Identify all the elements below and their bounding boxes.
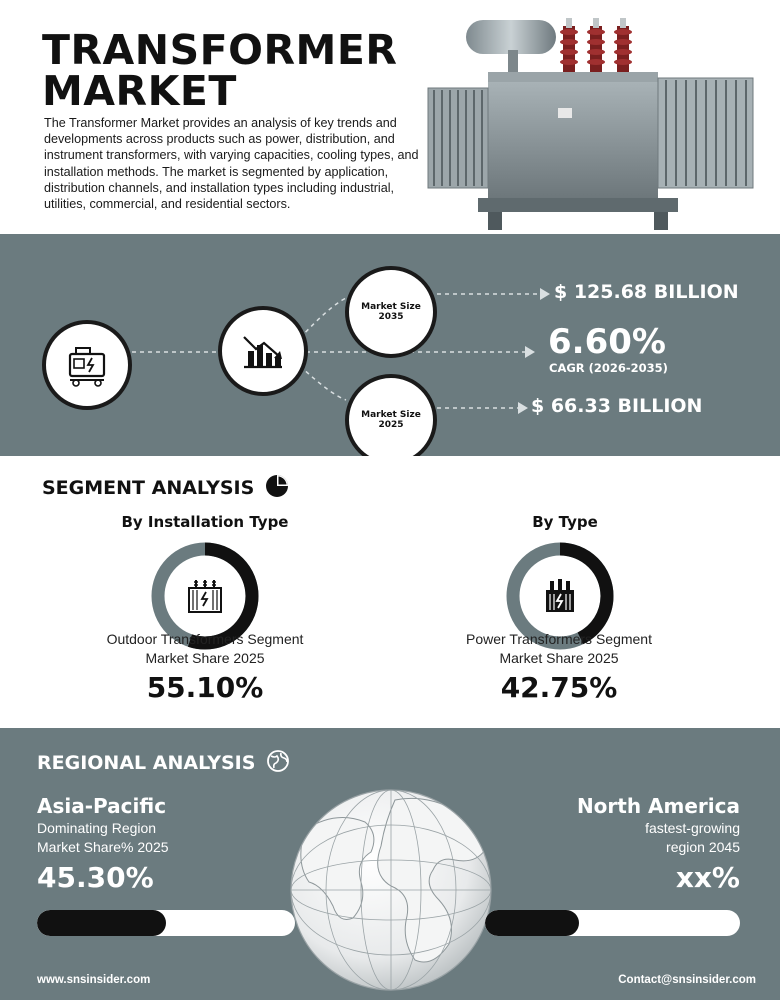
hero-description: The Transformer Market provides an analysis of key trends and developments across products such as power, distribution, and instrument transformers, with varying capacities, cooling types, and installation methods. The market is segmented by application, distribution channels, and installation types including industrial, utilities, commercial, and residential sectors. xyxy=(44,116,419,212)
pie-chart-icon xyxy=(265,474,289,498)
website-link[interactable]: www.snsinsider.com xyxy=(37,974,151,986)
region-right-name: North America xyxy=(576,794,740,818)
power-transformer-icon xyxy=(546,579,574,612)
transformer-illustration xyxy=(418,8,780,234)
contact-email-link[interactable]: Contact@snsinsider.com xyxy=(618,974,756,986)
region-right-line1: fastest-growing xyxy=(645,820,740,836)
region-left-value: 45.30% xyxy=(37,861,154,894)
growth-chart-icon-circle xyxy=(218,306,308,396)
title-line-1: TRANSFORMER xyxy=(42,26,398,74)
segment-analysis-title xyxy=(42,474,289,499)
segment-analysis-title-text: SEGMENT ANALYSIS xyxy=(42,477,255,499)
segment-left-value: 55.10% xyxy=(146,671,264,704)
market-size-section xyxy=(0,234,780,456)
regional-analysis-section xyxy=(0,728,780,1000)
segment-left-description xyxy=(55,630,355,668)
region-right-progress-fill xyxy=(485,910,579,936)
segment-analysis-section xyxy=(0,456,780,728)
region-left-progress-fill xyxy=(37,910,166,936)
generator-icon-circle xyxy=(42,320,132,410)
cagr-label: CAGR (2026-2035) xyxy=(549,361,668,375)
region-left-progress-bar xyxy=(37,910,295,936)
market-size-2025-value: $ 66.33 BILLION xyxy=(531,395,703,417)
segment-right-value: 42.75% xyxy=(500,671,618,704)
generator-icon xyxy=(64,342,110,388)
segment-right-desc-line1: Power Transformers Segment xyxy=(466,631,652,647)
segment-left-desc-line1: Outdoor Transformers Segment xyxy=(106,631,304,647)
market-size-2025-circle xyxy=(345,374,437,466)
segment-right-desc-line2: Market Share 2025 xyxy=(499,650,619,666)
region-left-name: Asia-Pacific xyxy=(37,794,167,818)
segment-right-heading: By Type xyxy=(532,513,598,531)
globe-icon xyxy=(266,749,290,773)
region-right-progress-bar xyxy=(485,910,740,936)
market-size-2025-year: 2025 xyxy=(378,420,404,430)
outdoor-transformer-icon xyxy=(189,580,221,612)
region-right-line2: region 2045 xyxy=(666,839,740,855)
regional-analysis-title-text: REGIONAL ANALYSIS xyxy=(37,752,256,774)
growth-chart-icon xyxy=(240,331,286,371)
market-size-2035-value: $ 125.68 BILLION xyxy=(554,281,739,303)
market-size-2025-label: Market Size xyxy=(361,410,421,420)
market-size-2035-year: 2035 xyxy=(378,312,404,322)
region-left-line1: Dominating Region xyxy=(37,820,157,836)
hero-section xyxy=(0,0,780,234)
cagr-value: 6.60% xyxy=(548,322,666,362)
page-title xyxy=(42,26,442,115)
segment-left-heading: By Installation Type xyxy=(121,513,289,531)
market-size-2035-circle xyxy=(345,266,437,358)
region-left-line2: Market Share% 2025 xyxy=(37,839,169,855)
segment-left-desc-line2: Market Share 2025 xyxy=(145,650,265,666)
region-right-value: xx% xyxy=(675,861,740,894)
world-globe-illustration xyxy=(275,780,507,1000)
title-line-2: MARKET xyxy=(42,67,237,115)
regional-analysis-title xyxy=(37,749,290,774)
segment-right-description xyxy=(409,630,709,668)
market-size-2035-label: Market Size xyxy=(361,302,421,312)
